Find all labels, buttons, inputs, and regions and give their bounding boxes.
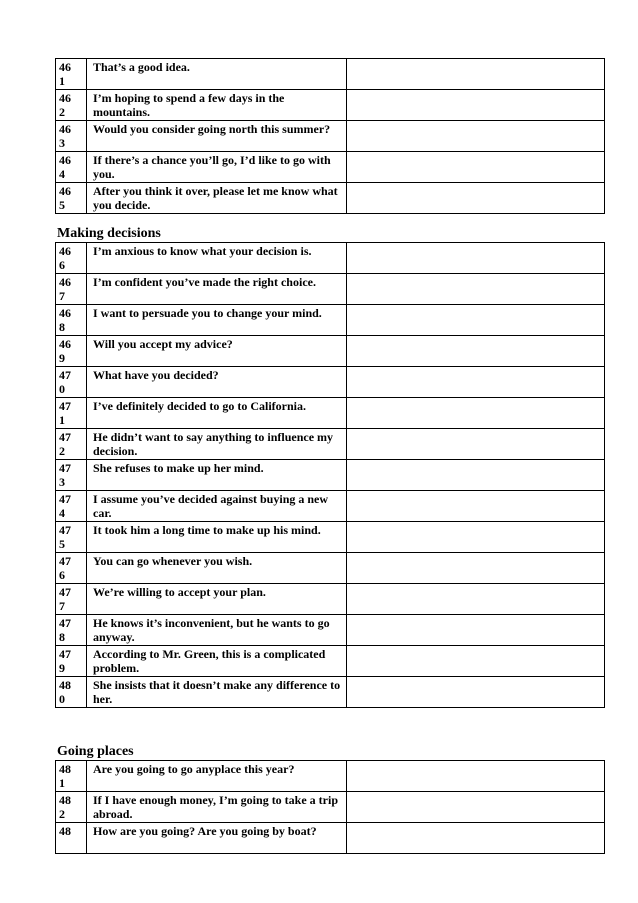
table-row [56, 367, 605, 398]
table-row [56, 121, 605, 152]
row-number: 47 1 [56, 398, 87, 429]
row-number: 46 5 [56, 183, 87, 214]
answer-cell[interactable] [347, 522, 605, 553]
row-phrase: She insists that it doesn’t make any difference to her. [87, 677, 347, 708]
table-row [56, 646, 605, 677]
table-row [56, 792, 605, 823]
row-phrase: He knows it’s inconvenient, but he wants to go anyway. [87, 615, 347, 646]
table-row [56, 584, 605, 615]
table-row [56, 305, 605, 336]
row-phrase: Would you consider going north this summer? [87, 121, 347, 152]
row-phrase: I’m hoping to spend a few days in the mountains. [87, 90, 347, 121]
row-phrase: That’s a good idea. [87, 59, 347, 90]
answer-cell[interactable] [347, 121, 605, 152]
table-row [56, 243, 605, 274]
table-row [56, 152, 605, 183]
table-row [56, 823, 605, 854]
row-phrase: He didn’t want to say anything to influence my decision. [87, 429, 347, 460]
table-row [56, 274, 605, 305]
table-row [56, 677, 605, 708]
answer-cell[interactable] [347, 305, 605, 336]
row-phrase: We’re willing to accept your plan. [87, 584, 347, 615]
table-row [56, 491, 605, 522]
row-phrase: According to Mr. Green, this is a complicated problem. [87, 646, 347, 677]
row-number: 46 8 [56, 305, 87, 336]
table-row [56, 183, 605, 214]
answer-cell[interactable] [347, 336, 605, 367]
answer-cell[interactable] [347, 761, 605, 792]
answer-cell[interactable] [347, 274, 605, 305]
phrases-table-3 [55, 760, 605, 854]
row-number: 48 [56, 823, 87, 854]
row-phrase: It took him a long time to make up his mind. [87, 522, 347, 553]
answer-cell[interactable] [347, 646, 605, 677]
row-number: 47 0 [56, 367, 87, 398]
answer-cell[interactable] [347, 584, 605, 615]
row-phrase: If I have enough money, I’m going to take a trip abroad. [87, 792, 347, 823]
answer-cell[interactable] [347, 243, 605, 274]
answer-cell[interactable] [347, 59, 605, 90]
table-row [56, 761, 605, 792]
answer-cell[interactable] [347, 367, 605, 398]
row-number: 47 3 [56, 460, 87, 491]
row-number: 46 1 [56, 59, 87, 90]
answer-cell[interactable] [347, 553, 605, 584]
answer-cell[interactable] [347, 183, 605, 214]
section-heading-making-decisions: Making decisions [57, 226, 161, 241]
row-phrase: I’m anxious to know what your decision is. [87, 243, 347, 274]
phrases-table-2 [55, 242, 605, 708]
table-row [56, 553, 605, 584]
table-row [56, 522, 605, 553]
row-phrase: After you think it over, please let me know what you decide. [87, 183, 347, 214]
answer-cell[interactable] [347, 429, 605, 460]
table-row [56, 460, 605, 491]
row-number: 47 7 [56, 584, 87, 615]
row-number: 47 2 [56, 429, 87, 460]
row-number: 48 2 [56, 792, 87, 823]
answer-cell[interactable] [347, 152, 605, 183]
table-row [56, 615, 605, 646]
row-phrase: How are you going? Are you going by boat? [87, 823, 347, 854]
row-number: 48 0 [56, 677, 87, 708]
table-row [56, 90, 605, 121]
table-row [56, 398, 605, 429]
row-phrase: You can go whenever you wish. [87, 553, 347, 584]
table-row [56, 429, 605, 460]
row-number: 46 2 [56, 90, 87, 121]
answer-cell[interactable] [347, 792, 605, 823]
row-number: 47 4 [56, 491, 87, 522]
answer-cell[interactable] [347, 90, 605, 121]
answer-cell[interactable] [347, 823, 605, 854]
row-number: 46 4 [56, 152, 87, 183]
row-number: 46 6 [56, 243, 87, 274]
answer-cell[interactable] [347, 677, 605, 708]
answer-cell[interactable] [347, 460, 605, 491]
row-number: 47 9 [56, 646, 87, 677]
section-heading-going-places: Going places [57, 744, 134, 759]
row-number: 47 5 [56, 522, 87, 553]
answer-cell[interactable] [347, 615, 605, 646]
table-row [56, 336, 605, 367]
row-number: 46 3 [56, 121, 87, 152]
row-phrase: Will you accept my advice? [87, 336, 347, 367]
row-phrase: I assume you’ve decided against buying a new car. [87, 491, 347, 522]
row-number: 47 6 [56, 553, 87, 584]
row-phrase: She refuses to make up her mind. [87, 460, 347, 491]
row-number: 46 9 [56, 336, 87, 367]
phrases-table-1 [55, 58, 605, 214]
answer-cell[interactable] [347, 398, 605, 429]
row-phrase: What have you decided? [87, 367, 347, 398]
row-phrase: If there’s a chance you’ll go, I’d like to go with you. [87, 152, 347, 183]
row-number: 48 1 [56, 761, 87, 792]
row-phrase: I’m confident you’ve made the right choice. [87, 274, 347, 305]
row-phrase: Are you going to go anyplace this year? [87, 761, 347, 792]
row-phrase: I want to persuade you to change your mind. [87, 305, 347, 336]
row-number: 46 7 [56, 274, 87, 305]
row-number: 47 8 [56, 615, 87, 646]
table-row [56, 59, 605, 90]
row-phrase: I’ve definitely decided to go to California. [87, 398, 347, 429]
answer-cell[interactable] [347, 491, 605, 522]
